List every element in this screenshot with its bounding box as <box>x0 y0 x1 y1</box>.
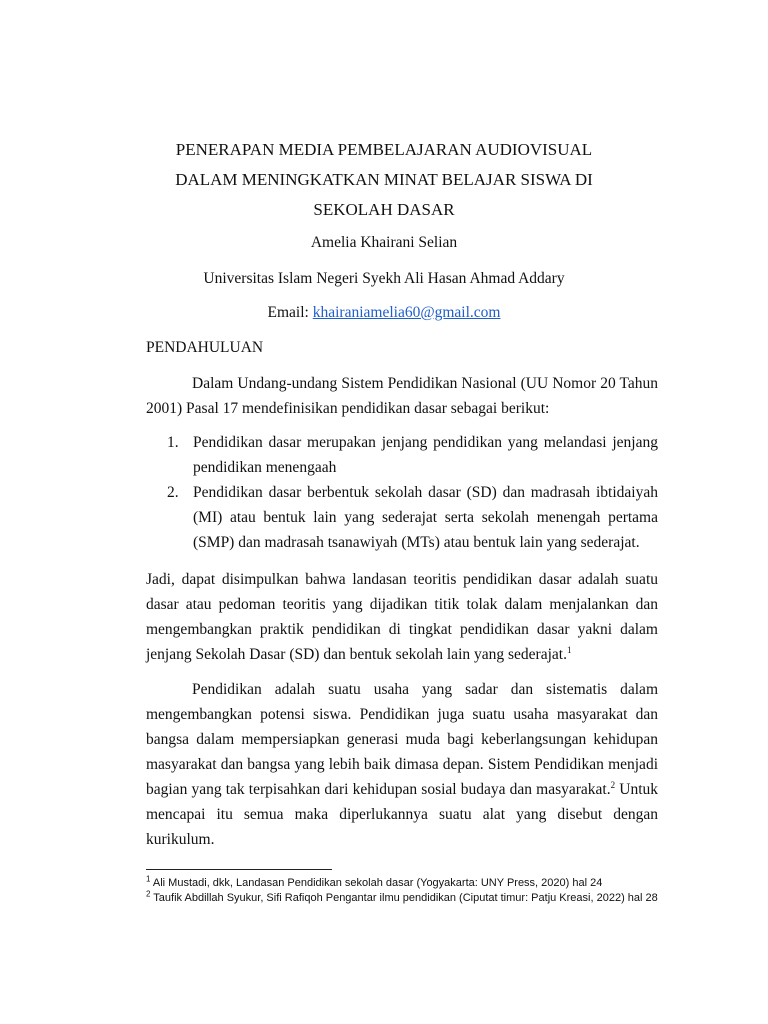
education-paragraph <box>146 677 658 852</box>
education-text-before: Pendidikan adalah suatu usaha yang sadar dan sistematis dalam mengembangkan potensi siswa. Pendidikan juga suatu usaha masyarakat dan bangsa dalam mempersiapkan generasi muda bagi keberlangsungan kehidupan masyarakat dan bangsa yang lebih baik dimasa depan. Sistem Pendidikan menjadi bagian yang tak terpisahkan dari kehidupan sosial budaya dan masyarakat. <box>146 681 658 798</box>
footnotes <box>146 876 658 906</box>
education-text-after: Untuk mencapai itu semua maka diperlukannya suatu alat yang disebut dengan kurikulum. <box>146 781 658 848</box>
title-line-2: DALAM MENINGKATKAN MINAT BELAJAR SISWA DI <box>175 170 593 189</box>
email-label: Email: <box>267 304 313 321</box>
footnote-item <box>146 876 658 891</box>
author-affiliation: Universitas Islam Negeri Syekh Ali Hasan Ahmad Addary <box>203 270 565 287</box>
author-name: Amelia Khairani Selian <box>310 234 458 251</box>
list-item <box>146 430 658 480</box>
list-item-number: 2. <box>167 484 179 501</box>
list-item-number: 1. <box>167 434 179 451</box>
email-link[interactable]: khairaniamelia60@gmail.com <box>312 304 501 321</box>
conclusion-paragraph <box>146 567 658 667</box>
title-line-1: PENERAPAN MEDIA PEMBELAJARAN AUDIOVISUAL <box>175 140 593 159</box>
conclusion-text: Jadi, dapat disimpulkan bahwa landasan teoritis pendidikan dasar adalah suatu dasar atau pedoman teoritis yang dijadikan titik tolak dalam menjalankan dan mengembangkan praktik pendidikan di tingkat pendidikan dasar yakni dalam jenjang Sekolah Dasar (SD) dan bentuk sekolah lain yang sederajat. <box>146 571 658 663</box>
footnote-text: Taufik Abdillah Syukur, Sifi Rafiqoh Pengantar ilmu pendidikan (Ciputat timur: Patju Kreasi, 2022) hal 28 <box>150 892 658 904</box>
footnote-number: 1 <box>146 874 151 884</box>
list-item-text: Pendidikan dasar berbentuk sekolah dasar (SD) dan madrasah ibtidaiyah (MI) atau bentuk lain yang sederajat serta sekolah menengah pertama (SMP) dan madrasah tsanawiyah (MTs) atau bentuk lain yang sederajat. <box>193 484 658 551</box>
paper-title <box>120 135 648 225</box>
list-item-text: Pendidikan dasar merupakan jenjang pendidikan yang melandasi jenjang pendidikan menengaah <box>193 434 658 476</box>
definition-list <box>146 430 658 555</box>
title-line-3: SEKOLAH DASAR <box>313 200 455 219</box>
footnote-ref-2[interactable]: 2 <box>610 779 616 790</box>
footnote-number: 2 <box>146 889 151 899</box>
intro-paragraph: Dalam Undang-undang Sistem Pendidikan Nasional (UU Nomor 20 Tahun 2001) Pasal 17 mendefinisikan pendidikan dasar sebagai berikut: <box>146 375 658 417</box>
footnote-item <box>146 891 658 906</box>
section-heading: PENDAHULUAN <box>146 339 264 356</box>
list-item <box>146 480 658 555</box>
footnote-ref-1[interactable]: 1 <box>566 644 572 655</box>
email-line <box>100 304 668 322</box>
footnote-divider <box>146 869 332 870</box>
footnote-text: Ali Mustadi, dkk, Landasan Pendidikan sekolah dasar (Yogyakarta: UNY Press, 2020) hal 24 <box>150 877 603 889</box>
